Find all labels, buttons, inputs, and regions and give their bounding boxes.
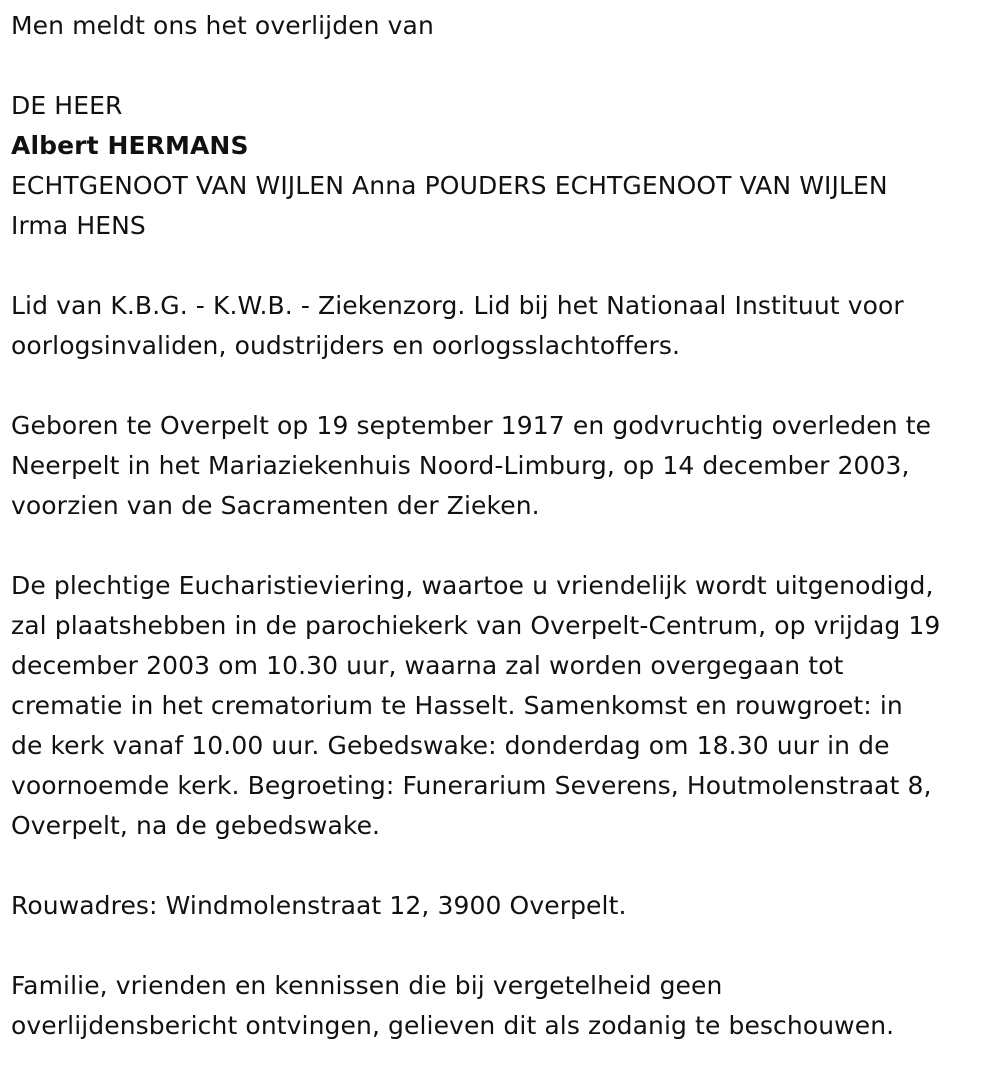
spacer bbox=[11, 46, 1000, 86]
birth-death-line-1: Geboren te Overpelt op 19 september 1917 en godvruchtig overleden te bbox=[11, 411, 932, 440]
ceremony-line-6: voornoemde kerk. Begroeting: Funerarium Severens, Houtmolenstraat 8, bbox=[11, 771, 932, 800]
membership-line-1: Lid van K.B.G. - K.W.B. - Ziekenzorg. Lid bij het Nationaal Instituut voor bbox=[11, 291, 904, 320]
spacer bbox=[11, 246, 1000, 286]
mourning-address: Rouwadres: Windmolenstraat 12, 3900 Overpelt. bbox=[11, 891, 627, 920]
membership-line-2: oorlogsinvaliden, oudstrijders en oorlogsslachtoffers. bbox=[11, 331, 681, 360]
birth-death-line-2: Neerpelt in het Mariaziekenhuis Noord-Limburg, op 14 december 2003, bbox=[11, 451, 910, 480]
ceremony-paragraph bbox=[11, 566, 1000, 846]
closing-paragraph bbox=[11, 966, 1000, 1046]
ceremony-line-5: de kerk vanaf 10.00 uur. Gebedswake: donderdag om 18.30 uur in de bbox=[11, 731, 890, 760]
spacer bbox=[11, 926, 1000, 966]
ceremony-line-2: zal plaatshebben in de parochiekerk van Overpelt-Centrum, op vrijdag 19 bbox=[11, 611, 941, 640]
birth-death-paragraph bbox=[11, 406, 1000, 526]
spouse-line-2: Irma HENS bbox=[11, 211, 146, 240]
spacer bbox=[11, 526, 1000, 566]
title-text: DE HEER bbox=[11, 91, 123, 120]
ceremony-line-1: De plechtige Eucharistieviering, waartoe u vriendelijk wordt uitgenodigd, bbox=[11, 571, 934, 600]
membership-paragraph bbox=[11, 286, 1000, 366]
ceremony-line-4: crematie in het crematorium te Hasselt. Samenkomst en rouwgroet: in bbox=[11, 691, 903, 720]
ceremony-line-7: Overpelt, na de gebedswake. bbox=[11, 811, 381, 840]
closing-line-1: Familie, vrienden en kennissen die bij vergetelheid geen bbox=[11, 971, 723, 1000]
spacer bbox=[11, 366, 1000, 406]
spouse-line-1: ECHTGENOOT VAN WIJLEN Anna POUDERS ECHTGENOOT VAN WIJLEN bbox=[11, 171, 888, 200]
ceremony-line-3: december 2003 om 10.30 uur, waarna zal worden overgegaan tot bbox=[11, 651, 844, 680]
birth-death-line-3: voorzien van de Sacramenten der Zieken. bbox=[11, 491, 540, 520]
spacer bbox=[11, 846, 1000, 886]
deceased-name: Albert HERMANS bbox=[11, 131, 249, 160]
closing-line-2: overlijdensbericht ontvingen, gelieven dit als zodanig te beschouwen. bbox=[11, 1011, 895, 1040]
intro-text: Men meldt ons het overlijden van bbox=[11, 11, 434, 40]
